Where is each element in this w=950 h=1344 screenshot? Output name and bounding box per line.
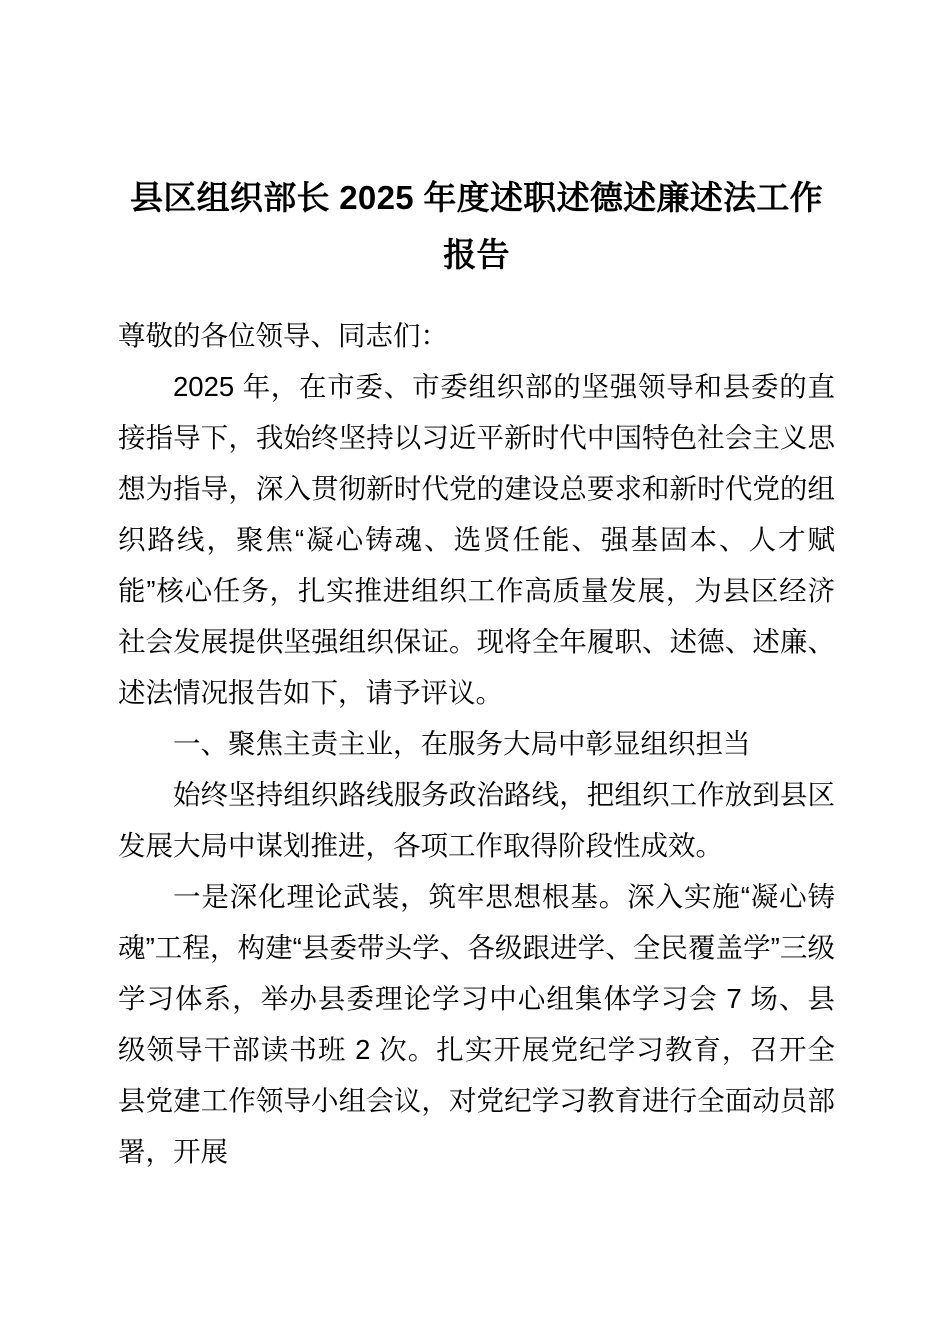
document-content-column — [118, 0, 835, 1177]
section-heading-one: 一、聚焦主责主业，在服务大局中彰显组织担当 — [173, 727, 751, 759]
salutation-line: 尊敬的各位领导、同志们： — [118, 319, 448, 351]
page-title: 县区组织部长 2025 年度述职述德述廉述法工作报告 — [130, 179, 823, 273]
section-one-lead-paragraph: 始终坚持组织路线服务政治路线，把组织工作放到县区发展大局中谋划推进，各项工作取得阶段性成效。 — [118, 778, 835, 861]
section-one-point-one-paragraph: 一是深化理论武装，筑牢思想根基。深入实施“凝心铸魂”工程，构建“县委带头学、各级跟进学、全民覆盖学”三级学习体系，举办县委理论学习中心组集体学习会 7 场、县级领导干部读书班 2 次。扎实开展党纪学习教育，召开全县党建工作领导小组会议，对党纪学习教育进行全面动员部署，开展 — [118, 880, 835, 1167]
opening-paragraph: 2025 年，在市委、市委组织部的坚强领导和县委的直接指导下，我始终坚持以习近平新时代中国特色社会主义思想为指导，深入贯彻新时代党的建设总要求和新时代党的组织路线，聚焦“凝心铸魂、选贤任能、强基固本、人才赋能”核心任务，扎实推进组织工作高质量发展，为县区经济社会发展提供坚强组织保证。现将全年履职、述德、述廉、述法情况报告如下，请予评议。 — [118, 370, 835, 708]
